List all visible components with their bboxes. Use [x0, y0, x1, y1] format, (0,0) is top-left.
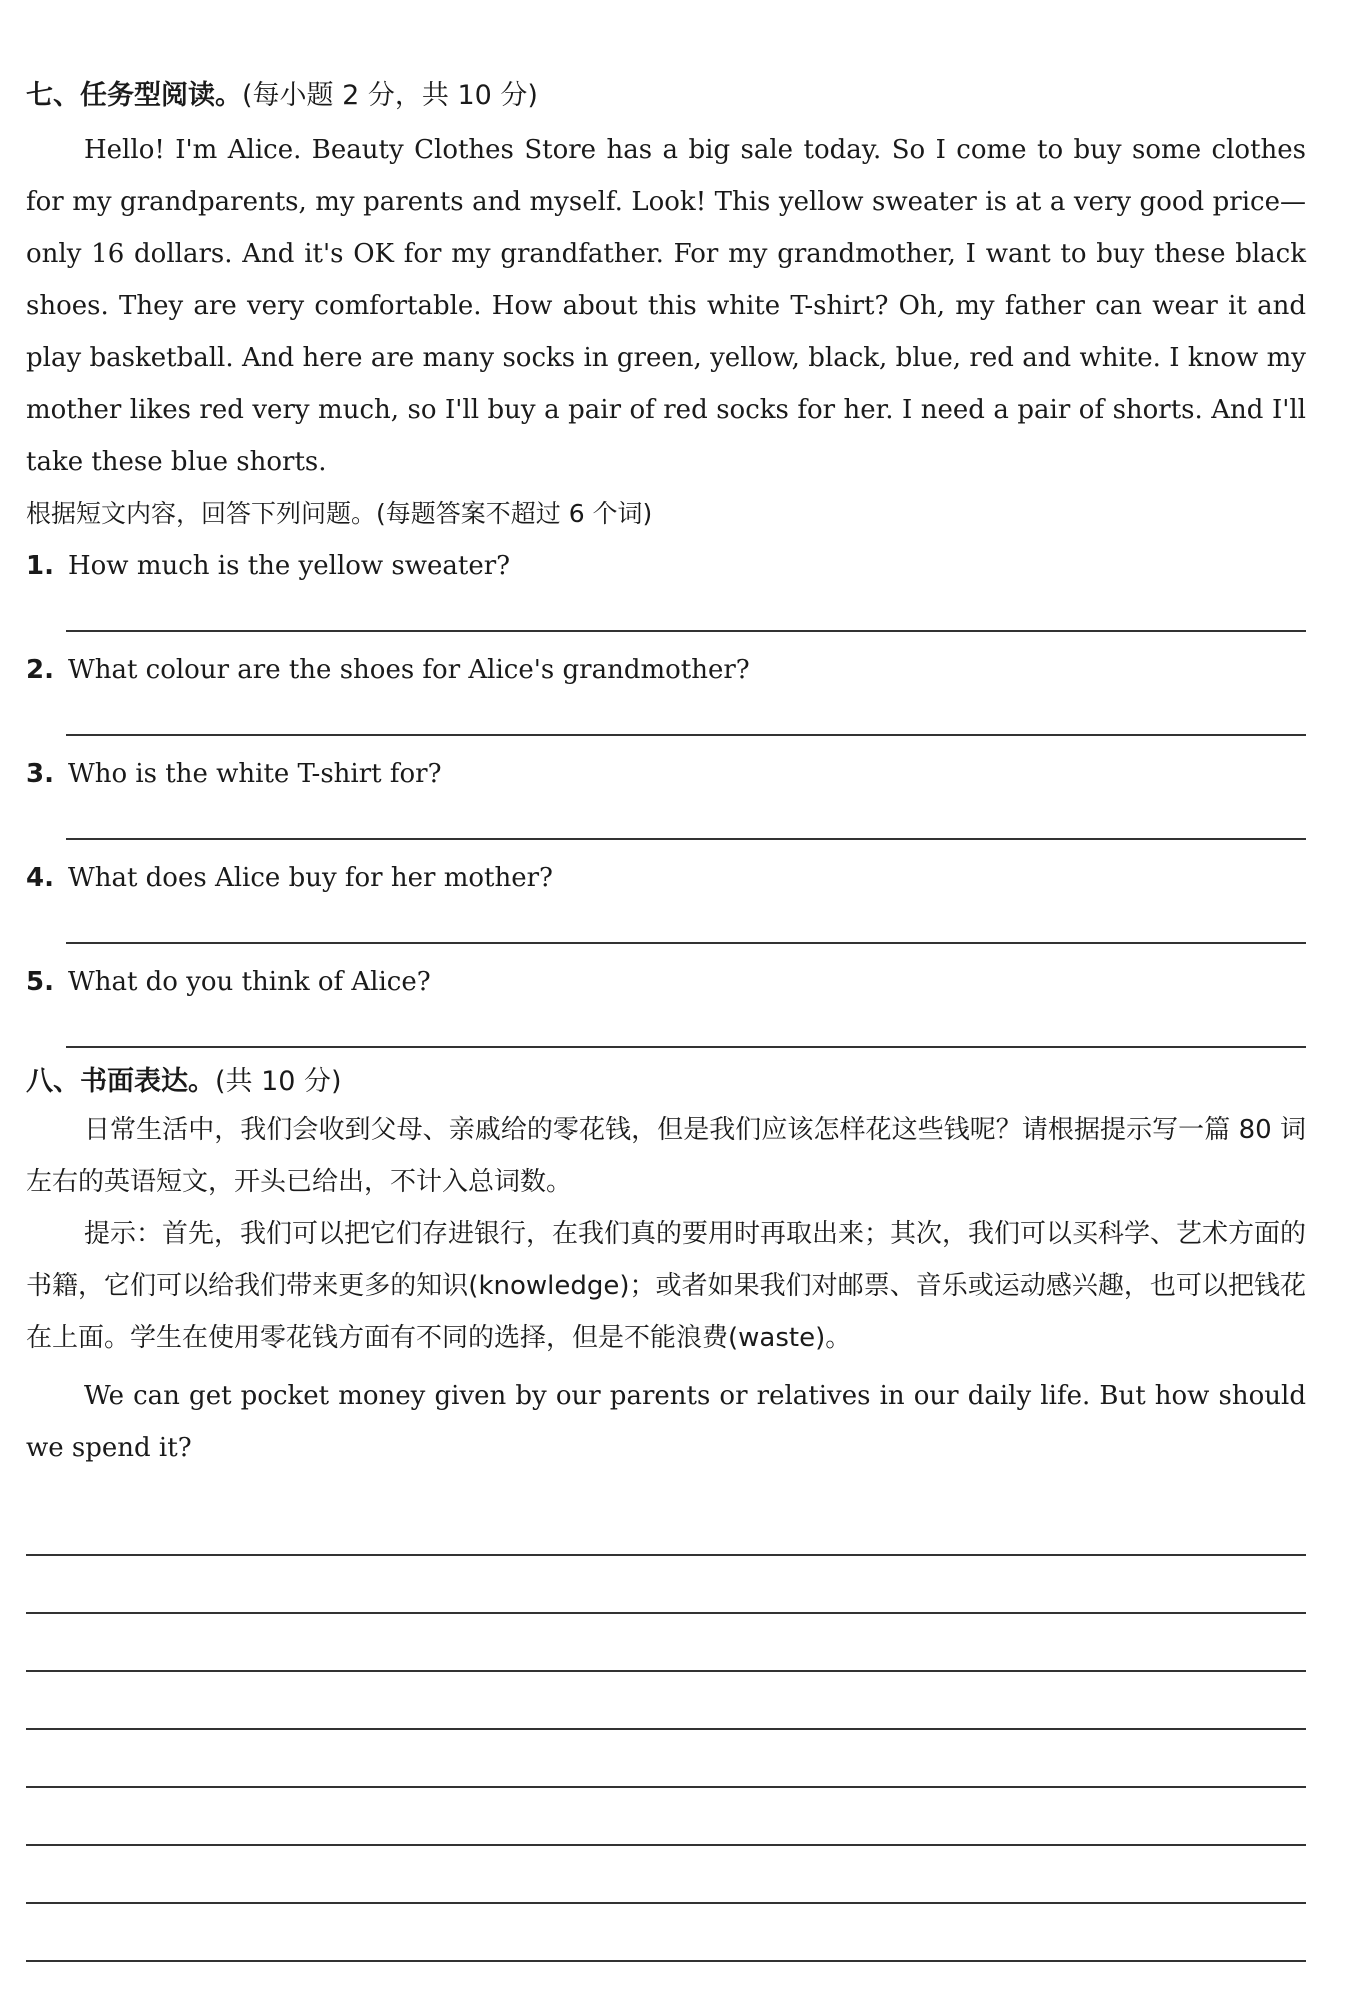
question-text: How much is the yellow sweater?	[67, 551, 511, 581]
writing-line[interactable]	[26, 1614, 1306, 1672]
writing-line[interactable]	[26, 1788, 1306, 1846]
writing-hint: 提示：首先，我们可以把它们存进银行，在我们真的要用时再取出来；其次，我们可以买科学、艺术方面的书籍，它们可以给我们带来更多的知识(knowledge)；或者如果我们对邮票、音乐或运动感兴趣，也可以把钱花在上面。学生在使用零花钱方面有不同的选择，但是不能浪费(waste)。	[26, 1219, 1307, 1353]
writing-line[interactable]	[26, 1556, 1306, 1614]
question-number: 1.	[26, 551, 54, 581]
writing-prompt: We can get pocket money given by our parents or relatives in our daily life. But how should we spend it?	[26, 1381, 1306, 1463]
reading-instruction: 根据短文内容，回答下列问题。(每题答案不超过 6 个词)	[26, 499, 653, 528]
writing-line[interactable]	[26, 1672, 1306, 1730]
question-text: Who is the white T-shirt for?	[67, 759, 442, 789]
question-1	[26, 540, 1306, 644]
question-number: 4.	[26, 863, 54, 893]
question-number: 3.	[26, 759, 54, 789]
question-text: What colour are the shoes for Alice's grandmother?	[67, 655, 750, 685]
reading-passage: Hello! I'm Alice. Beauty Clothes Store has a big sale today. So I come to buy some clothes for my grandparents, my parents and myself. Look! This yellow sweater is at a very good price—only 16 dollars. And it's OK for my grandfather. For my grandmother, I want to buy these black shoes. They are very comfortable. How about this white T-shirt? Oh, my father can wear it and play basketball. And here are many socks in green, yellow, black, blue, red and white. I know my mother likes red very much, so I'll buy a pair of red socks for her. I need a pair of shorts. And I'll take these blue shorts.	[26, 135, 1306, 477]
section-7-heading	[26, 74, 1306, 118]
question-number: 5.	[26, 967, 54, 997]
question-number: 2.	[26, 655, 54, 685]
answer-line-5[interactable]	[66, 1046, 1306, 1048]
answer-line-3[interactable]	[66, 838, 1306, 840]
section-8-heading	[26, 1060, 1306, 1104]
answer-line-1[interactable]	[66, 630, 1306, 632]
section-8-score-note: (共 10 分)	[215, 1066, 342, 1097]
question-2	[26, 644, 1306, 748]
writing-line[interactable]	[26, 1730, 1306, 1788]
worksheet-page	[26, 74, 1306, 1962]
answer-line-2[interactable]	[66, 734, 1306, 736]
question-3	[26, 748, 1306, 852]
question-5	[26, 956, 1306, 1060]
answer-line-4[interactable]	[66, 942, 1306, 944]
writing-line[interactable]	[26, 1846, 1306, 1904]
question-text: What do you think of Alice?	[67, 967, 431, 997]
section-7-title: 七、任务型阅读。	[26, 80, 242, 111]
section-8-title: 八、书面表达。	[26, 1066, 215, 1097]
question-text: What does Alice buy for her mother?	[67, 863, 553, 893]
section-7-score-note: (每小题 2 分，共 10 分)	[242, 80, 538, 111]
writing-line[interactable]	[26, 1904, 1306, 1962]
writing-intro: 日常生活中，我们会收到父母、亲戚给的零花钱，但是我们应该怎样花这些钱呢？请根据提示写一篇 80 词左右的英语短文，开头已给出，不计入总词数。	[26, 1115, 1306, 1197]
question-4	[26, 852, 1306, 956]
writing-line[interactable]	[26, 1498, 1306, 1556]
writing-area[interactable]	[26, 1498, 1306, 1962]
